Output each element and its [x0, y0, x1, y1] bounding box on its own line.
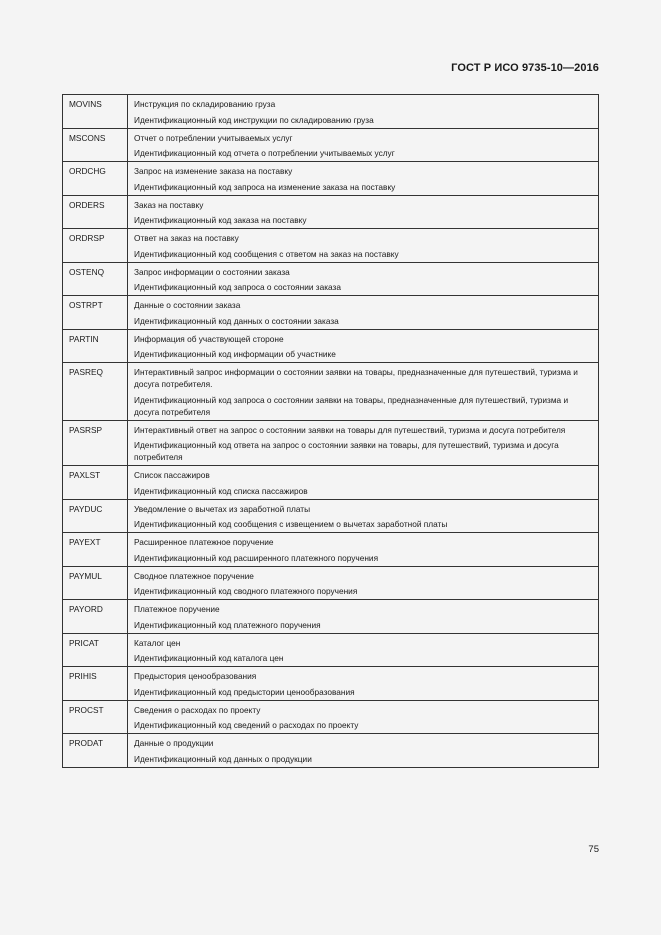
message-name: Сводное платежное поручение	[134, 570, 254, 581]
message-code-cell: PAYMUL	[63, 566, 128, 600]
table-row	[63, 420, 599, 466]
message-identifier-description: Идентификационный код предыстории ценообразования	[134, 686, 355, 697]
standard-header: ГОСТ Р ИСО 9735-10—2016	[451, 62, 599, 74]
table-row	[63, 700, 599, 734]
description-cell	[128, 667, 599, 701]
message-name: Интерактивный запрос информации о состоянии заявки на товары, предназначенные для путешествий, туризма и досуга потребителя.	[134, 367, 578, 389]
message-identifier-description: Идентификационный код данных о продукции	[134, 753, 312, 764]
description-cell	[128, 329, 599, 363]
message-name: Ответ на заказ на поставку	[134, 233, 239, 243]
message-name: Уведомление о вычетах из заработной платы	[134, 503, 311, 514]
description-cell	[128, 499, 599, 533]
message-code-cell: MSCONS	[63, 128, 128, 162]
description-cell	[128, 533, 599, 567]
message-code-cell: PARTIN	[63, 329, 128, 363]
message-code-cell: ORDCHG	[63, 162, 128, 196]
message-name: Каталог цен	[134, 637, 181, 648]
table-row	[63, 499, 599, 533]
table-row	[63, 466, 599, 500]
message-identifier-description: Идентификационный код запроса о состоянии заявки на товары, предназначенные для путешествий, туризма и досуга потребителя	[134, 394, 569, 417]
message-identifier-description: Идентификационный код расширенного платежного поручения	[134, 552, 379, 563]
message-name: Список пассажиров	[134, 470, 210, 480]
description-cell	[128, 95, 599, 129]
table-row	[63, 734, 599, 768]
description-cell	[128, 466, 599, 500]
message-name: Запрос на изменение заказа на поставку	[134, 166, 293, 176]
message-code-cell: PASREQ	[63, 363, 128, 421]
table-body	[63, 95, 599, 768]
description-cell	[128, 162, 599, 196]
message-code-cell: PRIHIS	[63, 667, 128, 701]
description-cell	[128, 262, 599, 296]
description-cell	[128, 363, 599, 421]
page-number: 75	[588, 844, 599, 855]
message-identifier-description: Идентификационный код запроса на изменение заказа на поставку	[134, 181, 396, 192]
message-identifier-description: Идентификационный код данных о состоянии заказа	[134, 315, 339, 326]
message-name: Предыстория ценообразования	[134, 671, 257, 681]
description-cell	[128, 296, 599, 330]
message-name: Инструкция по складированию груза	[134, 99, 276, 109]
message-code-cell: ORDRSP	[63, 229, 128, 263]
description-cell	[128, 128, 599, 162]
message-identifier-description: Идентификационный код каталога цен	[134, 653, 284, 663]
message-identifier-description: Идентификационный код информации об участнике	[134, 349, 336, 359]
message-identifier-description: Идентификационный код платежного поручения	[134, 619, 321, 630]
table-row	[63, 600, 599, 634]
message-code-cell: PAXLST	[63, 466, 128, 500]
message-identifier-description: Идентификационный код запроса о состоянии заказа	[134, 282, 341, 292]
table-row	[63, 633, 599, 667]
message-name: Данные о продукции	[134, 738, 214, 748]
message-code-cell: MOVINS	[63, 95, 128, 129]
message-identifier-description: Идентификационный код сообщения с извещением о вычетах заработной платы	[134, 519, 448, 529]
message-identifier-description: Идентификационный код отчета о потреблении учитываемых услуг	[134, 148, 395, 158]
table-row	[63, 162, 599, 196]
message-name: Расширенное платежное поручение	[134, 537, 274, 547]
message-name: Отчет о потреблении учитываемых услуг	[134, 132, 293, 143]
description-cell	[128, 229, 599, 263]
message-code-cell: OSTRPT	[63, 296, 128, 330]
message-name: Сведения о расходах по проекту	[134, 704, 261, 715]
table-row	[63, 262, 599, 296]
message-code-cell: ORDERS	[63, 195, 128, 229]
description-cell	[128, 195, 599, 229]
message-name: Запрос информации о состоянии заказа	[134, 266, 290, 277]
table-row	[63, 566, 599, 600]
message-codes-table	[62, 94, 599, 768]
message-identifier-description: Идентификационный код сведений о расходах по проекту	[134, 720, 359, 730]
description-cell	[128, 600, 599, 634]
message-code-cell: OSTENQ	[63, 262, 128, 296]
message-code-cell: PRODAT	[63, 734, 128, 768]
description-cell	[128, 566, 599, 600]
description-cell	[128, 633, 599, 667]
message-code-cell: PRICAT	[63, 633, 128, 667]
message-identifier-description: Идентификационный код ответа на запрос о состоянии заявки на товары, для путешествий, туризма и досуга потребителя	[134, 440, 559, 462]
table-row	[63, 229, 599, 263]
table-row	[63, 667, 599, 701]
message-name: Информация об участвующей стороне	[134, 333, 284, 344]
description-cell	[128, 420, 599, 466]
message-name: Интерактивный ответ на запрос о состоянии заявки на товары для путешествий, туризма и досуга потребителя	[134, 424, 566, 435]
table-row	[63, 533, 599, 567]
table-row	[63, 95, 599, 129]
message-identifier-description: Идентификационный код списка пассажиров	[134, 485, 308, 496]
message-name: Данные о состоянии заказа	[134, 300, 241, 310]
message-identifier-description: Идентификационный код сообщения с ответом на заказ на поставку	[134, 248, 399, 259]
description-cell	[128, 734, 599, 768]
table-row	[63, 128, 599, 162]
table-row	[63, 296, 599, 330]
message-code-cell: PAYDUC	[63, 499, 128, 533]
table-row	[63, 329, 599, 363]
table-row	[63, 363, 599, 421]
message-name: Платежное поручение	[134, 604, 220, 614]
message-identifier-description: Идентификационный код сводного платежного поручения	[134, 586, 358, 596]
message-name: Заказ на поставку	[134, 199, 204, 210]
description-cell	[128, 700, 599, 734]
message-identifier-description: Идентификационный код заказа на поставку	[134, 215, 307, 225]
message-identifier-description: Идентификационный код инструкции по складированию груза	[134, 114, 374, 125]
message-code-cell: PROCST	[63, 700, 128, 734]
message-code-cell: PAYEXT	[63, 533, 128, 567]
message-code-cell: PAYORD	[63, 600, 128, 634]
table-row	[63, 195, 599, 229]
message-code-cell: PASRSP	[63, 420, 128, 466]
